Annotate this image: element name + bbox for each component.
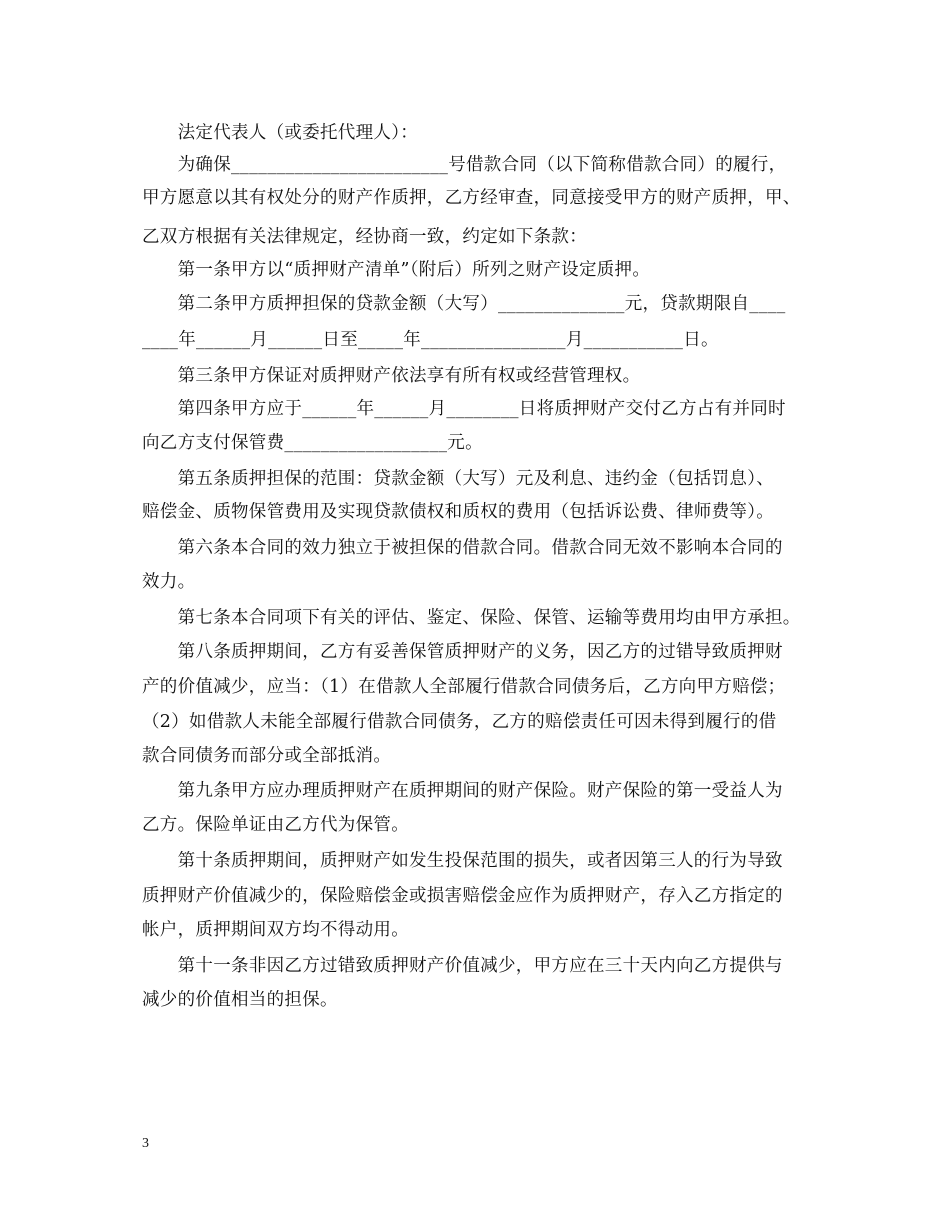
- text-line: ____年______月______日至_____年________________月___________日。: [142, 330, 719, 350]
- text-line: 第五条质押担保的范围：贷款金额（大写）元及利息、违约金（包括罚息）、: [142, 469, 775, 489]
- text-line: 第六条本合同的效力独立于被担保的借款合同。借款合同无效不影响本合同的: [142, 538, 783, 558]
- text-line: 第三条甲方保证对质押财产依法享有所有权或经营管理权。: [142, 366, 641, 386]
- text-line: 效力。: [142, 572, 196, 592]
- text-line: 第十条质押期间，质押财产如发生投保范围的损失，或者因第三人的行为导致: [142, 851, 783, 871]
- text-line: 乙双方根据有关法律规定，经协商一致，约定如下条款：: [142, 227, 587, 247]
- text-line: 帐户，质押期间双方均不得动用。: [142, 920, 409, 940]
- page-number: 3: [142, 1136, 149, 1151]
- text-line: 减少的价值相当的担保。: [142, 990, 338, 1010]
- text-line: 第一条甲方以“质押财产清单”（附后）所列之财产设定质押。: [142, 260, 651, 280]
- text-line: 款合同债务而部分或全部抵消。: [142, 746, 392, 766]
- text-line: 法定代表人（或委托代理人）：: [142, 123, 419, 143]
- text-line: 第四条甲方应于______年______月________日将质押财产交付乙方占有并同时: [142, 399, 786, 419]
- text-line: 第七条本合同项下有关的评估、鉴定、保险、保管、运输等费用均由甲方承担。: [142, 608, 801, 628]
- text-line: 乙方。保险单证由乙方代为保管。: [142, 815, 409, 835]
- text-line: （2）如借款人未能全部履行借款合同债务，乙方的赔偿责任可因未得到履行的借: [142, 712, 777, 732]
- text-line: 第十一条非因乙方过错致质押财产价值减少，甲方应在三十天内向乙方提供与: [142, 956, 783, 976]
- text-line: 质押财产价值减少的，保险赔偿金或损害赔偿金应作为质押财产，存入乙方指定的: [142, 886, 783, 906]
- text-line: 为确保________________________号借款合同（以下简称借款合同）的履行，: [142, 155, 787, 175]
- text-line: 向乙方支付保管费__________________元。: [142, 433, 483, 453]
- text-line: 赔偿金、质物保管费用及实现贷款债权和质权的费用（包括诉讼费、律师费等）。: [142, 502, 775, 522]
- text-line: 第九条甲方应办理质押财产在质押期间的财产保险。财产保险的第一受益人为: [142, 781, 783, 801]
- text-line: 第二条甲方质押担保的贷款金额（大写）______________元，贷款期限自____: [142, 294, 786, 314]
- text-line: 甲方愿意以其有权处分的财产作质押，乙方经审查，同意接受甲方的财产质押，甲、: [142, 188, 801, 208]
- text-line: 产的价值减少，应当：（1）在借款人全部履行借款合同债务后，乙方向甲方赔偿；: [142, 677, 786, 697]
- text-line: 第八条质押期间，乙方有妥善保管质押财产的义务，因乙方的过错导致质押财: [142, 642, 783, 662]
